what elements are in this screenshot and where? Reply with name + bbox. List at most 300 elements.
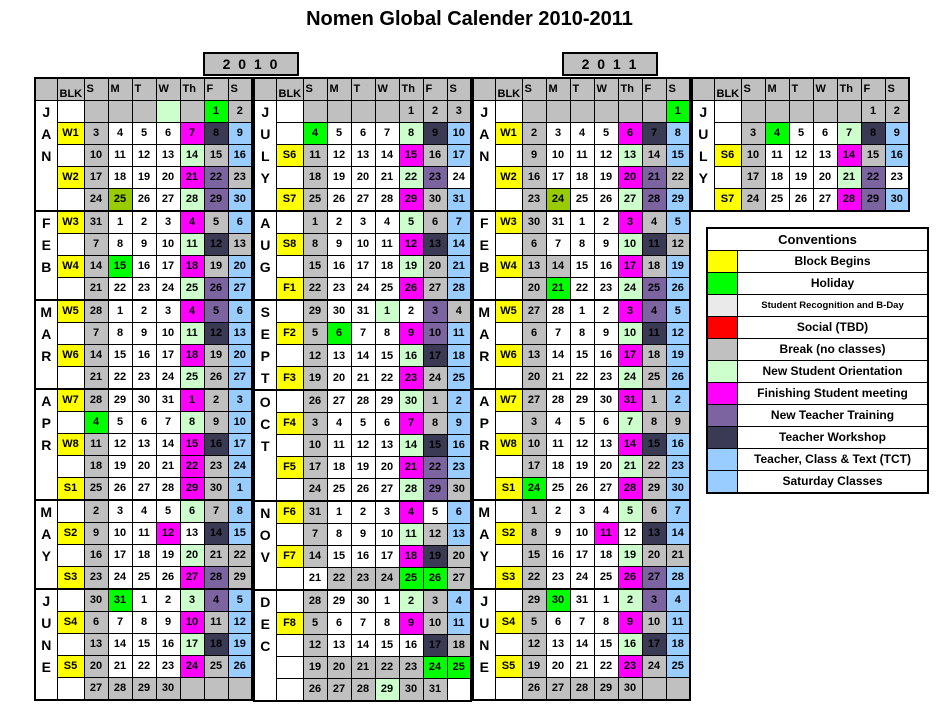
day-cell: 18 bbox=[399, 545, 423, 567]
day-cell: 16 bbox=[594, 255, 618, 277]
day-cell: 3 bbox=[84, 122, 108, 144]
day-cell: 17 bbox=[84, 166, 108, 188]
day-cell: 25 bbox=[447, 656, 471, 678]
day-cell bbox=[108, 100, 132, 122]
day-cell: 7 bbox=[447, 211, 471, 234]
day-cell: 25 bbox=[570, 188, 594, 211]
day-cell: 22 bbox=[642, 455, 666, 477]
day-cell bbox=[180, 100, 204, 122]
day-cell: 3 bbox=[618, 300, 642, 323]
day-cell: 29 bbox=[327, 590, 351, 613]
legend-label: Break (no classes) bbox=[779, 342, 886, 356]
month-label-jan: J A N bbox=[473, 100, 495, 211]
day-cell: 13 bbox=[522, 344, 546, 366]
blk-empty-cell bbox=[495, 544, 522, 566]
day-cell: 24 bbox=[618, 366, 642, 389]
day-cell: 26 bbox=[570, 477, 594, 500]
day-cell: 22 bbox=[399, 166, 423, 188]
day-cell: 16 bbox=[351, 545, 375, 567]
day-cell: 8 bbox=[375, 612, 399, 634]
day-cell: 9 bbox=[594, 233, 618, 255]
day-cell: 14 bbox=[108, 633, 132, 655]
blk-empty-cell bbox=[495, 677, 522, 700]
day-cell: 16 bbox=[594, 344, 618, 366]
day-cell: 24 bbox=[741, 188, 765, 211]
day-cell: 13 bbox=[84, 633, 108, 655]
legend-swatch bbox=[708, 361, 738, 382]
day-cell: 27 bbox=[180, 566, 204, 589]
day-cell: 19 bbox=[789, 166, 813, 188]
day-cell: 12 bbox=[108, 433, 132, 455]
day-cell: 27 bbox=[522, 300, 546, 323]
day-cell: 16 bbox=[618, 633, 642, 655]
day-cell: 1 bbox=[570, 211, 594, 234]
day-cell: 16 bbox=[228, 144, 252, 166]
day-cell: 6 bbox=[132, 411, 156, 433]
day-cell bbox=[132, 100, 156, 122]
day-cell: 11 bbox=[765, 144, 789, 166]
month-column-header bbox=[473, 78, 495, 100]
day-cell: 10 bbox=[423, 322, 447, 344]
day-cell: 7 bbox=[204, 500, 228, 523]
blk-empty-cell bbox=[57, 411, 84, 433]
day-cell: 10 bbox=[642, 611, 666, 633]
day-cell: 17 bbox=[522, 455, 546, 477]
blk-empty-cell bbox=[276, 656, 303, 678]
day-cell: 2 bbox=[594, 300, 618, 323]
day-cell: 23 bbox=[228, 166, 252, 188]
day-cell: 4 bbox=[666, 589, 690, 612]
day-cell: 15 bbox=[594, 633, 618, 655]
day-cell: 31 bbox=[84, 211, 108, 234]
blk-empty-cell bbox=[276, 678, 303, 701]
day-cell: 2 bbox=[399, 590, 423, 613]
day-cell: 24 bbox=[156, 366, 180, 389]
day-cell: 16 bbox=[84, 544, 108, 566]
day-cell: 17 bbox=[156, 255, 180, 277]
day-cell: 30 bbox=[204, 477, 228, 500]
day-cell: 13 bbox=[351, 144, 375, 166]
blk-empty-cell bbox=[57, 322, 84, 344]
day-cell: 8 bbox=[180, 411, 204, 433]
day-cell: 6 bbox=[813, 122, 837, 144]
day-cell: 12 bbox=[351, 434, 375, 456]
day-cell: 27 bbox=[375, 478, 399, 501]
day-cell: 24 bbox=[351, 277, 375, 300]
blk-empty-cell bbox=[276, 478, 303, 501]
day-cell: 7 bbox=[570, 611, 594, 633]
day-cell: 25 bbox=[108, 188, 132, 211]
day-cell: 2 bbox=[132, 300, 156, 323]
day-cell: 10 bbox=[156, 233, 180, 255]
day-cell: 5 bbox=[204, 300, 228, 323]
day-cell: 20 bbox=[546, 655, 570, 677]
blk-empty-cell bbox=[57, 188, 84, 211]
day-cell: 30 bbox=[546, 589, 570, 612]
day-cell: 27 bbox=[132, 477, 156, 500]
day-cell: 29 bbox=[423, 478, 447, 501]
day-cell: 11 bbox=[180, 233, 204, 255]
day-cell: 14 bbox=[618, 433, 642, 455]
day-cell: 10 bbox=[108, 522, 132, 544]
day-cell: 5 bbox=[228, 589, 252, 612]
day-cell: 30 bbox=[351, 590, 375, 613]
day-cell: 10 bbox=[570, 522, 594, 544]
day-header: T bbox=[570, 78, 594, 100]
day-cell: 13 bbox=[546, 633, 570, 655]
day-cell: 20 bbox=[813, 166, 837, 188]
day-cell: 13 bbox=[813, 144, 837, 166]
day-cell: 10 bbox=[375, 523, 399, 545]
day-cell: 29 bbox=[642, 477, 666, 500]
day-cell: 7 bbox=[351, 322, 375, 344]
day-cell: 23 bbox=[594, 366, 618, 389]
day-cell: 1 bbox=[180, 389, 204, 412]
day-cell: 21 bbox=[837, 166, 861, 188]
day-cell: 22 bbox=[423, 456, 447, 478]
day-cell: 20 bbox=[447, 545, 471, 567]
day-cell: 9 bbox=[522, 144, 546, 166]
day-cell: 30 bbox=[327, 300, 351, 323]
day-cell: 28 bbox=[84, 300, 108, 323]
day-cell: 7 bbox=[375, 122, 399, 144]
day-cell: 25 bbox=[84, 477, 108, 500]
day-cell: 10 bbox=[618, 322, 642, 344]
day-cell: 2 bbox=[666, 389, 690, 412]
day-cell: 17 bbox=[423, 344, 447, 366]
day-cell: 15 bbox=[228, 522, 252, 544]
day-cell: 1 bbox=[108, 211, 132, 234]
day-cell: 21 bbox=[399, 456, 423, 478]
day-cell: 17 bbox=[351, 255, 375, 277]
day-cell: 18 bbox=[447, 344, 471, 366]
day-cell: 23 bbox=[399, 367, 423, 390]
day-cell: 26 bbox=[108, 477, 132, 500]
day-cell: 14 bbox=[570, 633, 594, 655]
day-cell: 18 bbox=[108, 166, 132, 188]
day-cell: 24 bbox=[375, 567, 399, 590]
day-cell: 11 bbox=[108, 144, 132, 166]
day-cell: 19 bbox=[156, 544, 180, 566]
day-cell: 21 bbox=[618, 455, 642, 477]
day-header: Th bbox=[837, 78, 861, 100]
day-cell: 30 bbox=[228, 188, 252, 211]
day-cell: 27 bbox=[327, 390, 351, 413]
blk-empty-cell bbox=[276, 390, 303, 413]
day-cell: 25 bbox=[375, 277, 399, 300]
day-cell: 24 bbox=[642, 655, 666, 677]
week-label-cell: F1 bbox=[276, 277, 303, 300]
day-cell: 7 bbox=[666, 500, 690, 523]
day-cell: 18 bbox=[84, 455, 108, 477]
day-cell: 13 bbox=[156, 144, 180, 166]
day-cell: 5 bbox=[303, 322, 327, 344]
day-cell bbox=[789, 100, 813, 122]
day-header: W bbox=[594, 78, 618, 100]
day-cell: 8 bbox=[375, 322, 399, 344]
page-title: Nomen Global Calender 2010-2011 bbox=[306, 8, 633, 30]
day-cell: 30 bbox=[618, 677, 642, 700]
day-cell: 28 bbox=[351, 678, 375, 701]
month-label-jan: J A N bbox=[35, 100, 57, 211]
month-label-mar: M A R bbox=[35, 300, 57, 389]
day-cell: 4 bbox=[642, 211, 666, 234]
day-cell: 4 bbox=[303, 122, 327, 144]
day-cell: 17 bbox=[375, 545, 399, 567]
day-cell: 1 bbox=[861, 100, 885, 122]
day-cell bbox=[837, 100, 861, 122]
day-cell: 5 bbox=[423, 501, 447, 524]
day-cell: 4 bbox=[375, 211, 399, 234]
blk-header: BLK bbox=[57, 78, 84, 100]
day-cell: 21 bbox=[108, 655, 132, 677]
day-cell: 15 bbox=[375, 634, 399, 656]
day-cell: 8 bbox=[399, 122, 423, 144]
blk-header: BLK bbox=[276, 78, 303, 100]
day-cell: 1 bbox=[522, 500, 546, 523]
day-cell: 19 bbox=[351, 456, 375, 478]
day-cell: 24 bbox=[618, 277, 642, 300]
day-cell: 10 bbox=[228, 411, 252, 433]
day-cell: 29 bbox=[228, 566, 252, 589]
legend-swatch bbox=[708, 427, 738, 448]
day-cell: 1 bbox=[399, 100, 423, 122]
blk-header: BLK bbox=[714, 78, 741, 100]
legend-label: Student Recognition and B-Day bbox=[761, 300, 904, 311]
day-cell: 27 bbox=[618, 188, 642, 211]
legend-row bbox=[708, 250, 927, 272]
day-header: M bbox=[546, 78, 570, 100]
day-cell: 28 bbox=[204, 566, 228, 589]
week-label-cell: W4 bbox=[57, 255, 84, 277]
blk-empty-cell bbox=[495, 188, 522, 211]
day-cell: 16 bbox=[204, 433, 228, 455]
day-cell: 17 bbox=[228, 433, 252, 455]
day-cell: 11 bbox=[666, 611, 690, 633]
day-cell: 21 bbox=[642, 166, 666, 188]
day-cell: 14 bbox=[666, 522, 690, 544]
blk-empty-cell bbox=[276, 567, 303, 590]
day-cell: 16 bbox=[423, 144, 447, 166]
day-cell: 16 bbox=[327, 255, 351, 277]
day-cell: 26 bbox=[618, 566, 642, 589]
day-cell: 26 bbox=[666, 277, 690, 300]
day-cell: 16 bbox=[666, 433, 690, 455]
day-cell: 16 bbox=[156, 633, 180, 655]
day-cell: 18 bbox=[327, 456, 351, 478]
blk-empty-cell bbox=[57, 633, 84, 655]
day-cell: 4 bbox=[180, 300, 204, 323]
day-cell: 5 bbox=[399, 211, 423, 234]
day-cell: 2 bbox=[204, 389, 228, 412]
day-cell: 19 bbox=[666, 255, 690, 277]
day-cell: 23 bbox=[546, 566, 570, 589]
day-cell: 23 bbox=[423, 166, 447, 188]
day-header: W bbox=[156, 78, 180, 100]
day-header: T bbox=[789, 78, 813, 100]
day-cell: 8 bbox=[522, 522, 546, 544]
day-cell: 18 bbox=[132, 544, 156, 566]
day-cell: 4 bbox=[84, 411, 108, 433]
week-label-cell: S4 bbox=[57, 611, 84, 633]
day-cell: 30 bbox=[399, 678, 423, 701]
day-cell: 8 bbox=[861, 122, 885, 144]
day-cell: 27 bbox=[327, 678, 351, 701]
conventions-panel bbox=[706, 227, 929, 494]
day-cell: 7 bbox=[546, 322, 570, 344]
day-cell: 16 bbox=[399, 344, 423, 366]
day-cell: 28 bbox=[618, 477, 642, 500]
day-cell: 25 bbox=[642, 366, 666, 389]
day-cell: 9 bbox=[399, 612, 423, 634]
day-cell: 26 bbox=[327, 188, 351, 211]
day-header: Th bbox=[618, 78, 642, 100]
month-label-aug: A U G bbox=[254, 211, 276, 300]
day-cell: 13 bbox=[375, 434, 399, 456]
week-label-cell: S2 bbox=[495, 522, 522, 544]
day-cell: 6 bbox=[351, 122, 375, 144]
day-cell: 3 bbox=[156, 300, 180, 323]
day-cell: 16 bbox=[522, 166, 546, 188]
day-cell: 13 bbox=[522, 255, 546, 277]
day-cell: 31 bbox=[156, 389, 180, 412]
day-cell: 18 bbox=[375, 255, 399, 277]
day-cell: 2 bbox=[447, 390, 471, 413]
legend-label: Saturday Classes bbox=[782, 474, 883, 488]
day-header: S bbox=[447, 78, 471, 100]
blk-empty-cell bbox=[276, 590, 303, 613]
day-header: F bbox=[204, 78, 228, 100]
blk-empty-cell bbox=[495, 233, 522, 255]
day-cell: 17 bbox=[156, 344, 180, 366]
day-cell: 8 bbox=[132, 611, 156, 633]
day-cell: 26 bbox=[666, 366, 690, 389]
day-cell: 30 bbox=[447, 478, 471, 501]
day-cell bbox=[642, 677, 666, 700]
day-cell: 9 bbox=[885, 122, 909, 144]
day-cell: 19 bbox=[228, 633, 252, 655]
month-label-june: J U N E bbox=[473, 589, 495, 700]
legend-title: Conventions bbox=[778, 232, 857, 247]
week-label-cell: S3 bbox=[57, 566, 84, 589]
day-cell: 3 bbox=[618, 211, 642, 234]
day-cell: 20 bbox=[327, 367, 351, 390]
day-cell: 8 bbox=[204, 122, 228, 144]
day-cell: 13 bbox=[423, 233, 447, 255]
day-cell: 30 bbox=[156, 677, 180, 700]
day-cell: 29 bbox=[303, 300, 327, 323]
legend-swatch bbox=[708, 383, 738, 404]
day-cell: 8 bbox=[327, 523, 351, 545]
week-label-cell: W1 bbox=[495, 122, 522, 144]
day-cell: 22 bbox=[570, 366, 594, 389]
day-cell: 24 bbox=[423, 367, 447, 390]
day-cell: 22 bbox=[204, 166, 228, 188]
day-cell: 29 bbox=[180, 477, 204, 500]
month-label-may: M A Y bbox=[35, 500, 57, 589]
day-cell: 2 bbox=[594, 211, 618, 234]
day-cell: 14 bbox=[642, 144, 666, 166]
day-cell: 19 bbox=[327, 166, 351, 188]
day-cell: 11 bbox=[546, 433, 570, 455]
day-cell: 13 bbox=[180, 522, 204, 544]
day-cell: 19 bbox=[423, 545, 447, 567]
day-cell bbox=[180, 677, 204, 700]
day-cell: 7 bbox=[351, 612, 375, 634]
week-label-cell: S8 bbox=[276, 233, 303, 255]
week-label-cell: W2 bbox=[57, 166, 84, 188]
day-cell: 9 bbox=[423, 122, 447, 144]
day-cell: 3 bbox=[522, 411, 546, 433]
day-cell: 31 bbox=[303, 501, 327, 524]
day-cell: 31 bbox=[618, 389, 642, 412]
day-cell: 23 bbox=[618, 655, 642, 677]
day-cell: 4 bbox=[765, 122, 789, 144]
day-cell: 1 bbox=[375, 590, 399, 613]
legend-row bbox=[708, 382, 927, 404]
day-cell: 28 bbox=[642, 188, 666, 211]
day-cell: 29 bbox=[132, 677, 156, 700]
week-label-cell: S6 bbox=[276, 144, 303, 166]
blk-empty-cell bbox=[495, 500, 522, 523]
day-cell: 21 bbox=[84, 277, 108, 300]
week-label-cell: F6 bbox=[276, 501, 303, 524]
day-cell: 19 bbox=[618, 544, 642, 566]
day-cell: 13 bbox=[228, 322, 252, 344]
day-cell: 24 bbox=[156, 277, 180, 300]
day-cell: 8 bbox=[303, 233, 327, 255]
day-cell: 14 bbox=[156, 433, 180, 455]
day-cell: 11 bbox=[180, 322, 204, 344]
day-cell: 3 bbox=[546, 122, 570, 144]
day-cell: 27 bbox=[522, 389, 546, 412]
day-header: M bbox=[765, 78, 789, 100]
day-cell: 13 bbox=[327, 344, 351, 366]
week-label-cell: W5 bbox=[57, 300, 84, 323]
day-cell: 4 bbox=[642, 300, 666, 323]
month-label-sept: S E P T bbox=[254, 300, 276, 390]
day-cell: 27 bbox=[447, 567, 471, 590]
day-cell: 28 bbox=[837, 188, 861, 211]
day-header: T bbox=[132, 78, 156, 100]
day-cell: 29 bbox=[375, 390, 399, 413]
day-cell: 29 bbox=[666, 188, 690, 211]
day-cell: 28 bbox=[108, 677, 132, 700]
day-cell: 31 bbox=[108, 589, 132, 612]
day-header: S bbox=[303, 78, 327, 100]
day-cell: 20 bbox=[156, 166, 180, 188]
week-label-cell: F7 bbox=[276, 545, 303, 567]
day-cell: 4 bbox=[204, 589, 228, 612]
blk-empty-cell bbox=[714, 122, 741, 144]
day-cell bbox=[303, 100, 327, 122]
day-cell: 7 bbox=[84, 322, 108, 344]
day-cell: 25 bbox=[303, 188, 327, 211]
day-cell: 25 bbox=[642, 277, 666, 300]
day-cell: 13 bbox=[642, 522, 666, 544]
week-label-cell: S1 bbox=[57, 477, 84, 500]
day-cell: 5 bbox=[666, 211, 690, 234]
day-cell: 25 bbox=[180, 366, 204, 389]
day-cell: 12 bbox=[303, 634, 327, 656]
month-label-june: J U N E bbox=[35, 589, 57, 700]
day-cell: 5 bbox=[204, 211, 228, 234]
day-cell: 9 bbox=[156, 611, 180, 633]
day-cell: 11 bbox=[447, 322, 471, 344]
day-cell: 4 bbox=[132, 500, 156, 523]
week-label-cell: S7 bbox=[714, 188, 741, 211]
day-cell: 19 bbox=[399, 255, 423, 277]
